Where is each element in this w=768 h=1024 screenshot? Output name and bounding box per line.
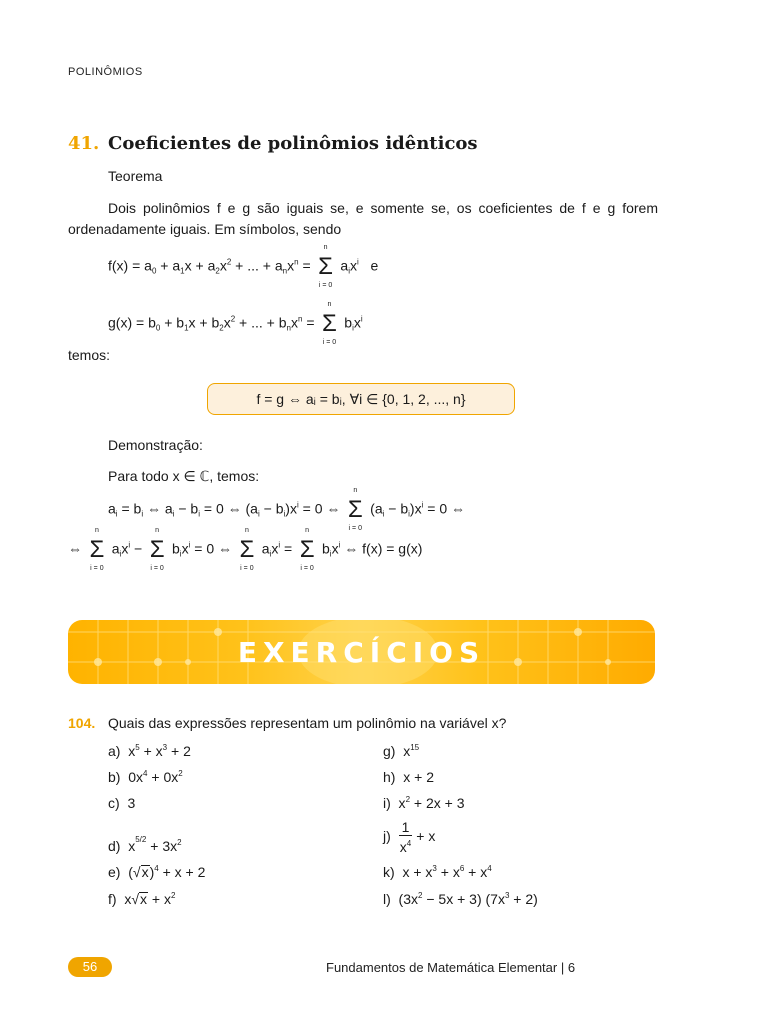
- book-title: Fundamentos de Matemática Elementar | 6: [326, 960, 576, 975]
- para-todo-line: Para todo x ∈ ℂ, temos:: [108, 468, 260, 484]
- option-a: a) $x^5 + x^3 + 2$: [108, 743, 191, 759]
- proof-line-1: $a_i = b_i$ ⇔ $a_i - b_i = 0$ ⇔ $(a_i - b_i)x^i = 0$ ⇔ Σ n i = 0 $(a_i - b_i)x^i = 0$ ⇔: [108, 487, 466, 532]
- option-f: f) $x√x + x^2$: [108, 891, 176, 907]
- formula-f-lhs: f(x) = a: [108, 257, 152, 274]
- sum-symbol: Σ n i = 0: [239, 527, 255, 572]
- sum-symbol: Σ n i = 0: [347, 487, 363, 532]
- sum-symbol: Σ n i = 0: [322, 301, 337, 346]
- option-label: f): [108, 891, 117, 907]
- option-h: [383, 769, 434, 785]
- option-b: b) $0x^4 + 0x^2$: [108, 769, 183, 785]
- option-d: d) $x^{5/2} + 3x^2$: [108, 835, 182, 854]
- option-label: e): [108, 864, 121, 880]
- demonstration-label: Demonstração:: [108, 437, 203, 453]
- theorem-statement: Dois polinômios f e g são iguais se, e somente se, os coeficientes de f e g forem ordenadamente iguais. Em símbolos, sendo: [68, 200, 658, 237]
- exercises-banner: [68, 620, 655, 684]
- option-j: j) $\frac{1}{x^4}$ + x: [383, 819, 436, 855]
- formula-g-lhs: g(x) = b: [108, 314, 156, 331]
- formula-f: $f(x) = a_0 + a_1x + a_2x^2$ + ... + $a_nx^n = \Sigma$ n i = 0 $a_ix^i$ e: [108, 244, 379, 289]
- banner-title: EXERCÍCIOS: [237, 636, 486, 669]
- option-label: h): [383, 769, 396, 785]
- option-label: b): [108, 769, 121, 785]
- boxed-formula: [207, 383, 515, 415]
- option-label: l): [383, 891, 391, 907]
- e-word: e: [370, 257, 379, 274]
- sum-symbol: Σ n i = 0: [299, 527, 315, 572]
- sum-symbol: Σ n i = 0: [149, 527, 165, 572]
- page-number: 56: [68, 957, 112, 977]
- boxed-formula-text: f = g ⇔ aᵢ = bᵢ, ∀i ∈ {0, 1, 2, ..., n}: [256, 390, 466, 407]
- formula-g: $g(x) = b_0 + b_1x + b_2x^2$ + ... + $b_nx^n = \Sigma$ n i = 0 $b_ix^i$: [108, 301, 363, 346]
- option-g: g) $x^{15}$: [383, 743, 420, 759]
- section-number: 41.: [68, 133, 100, 154]
- option-label: k): [383, 864, 395, 880]
- option-e: e) $(√x)^4 + x + 2$: [108, 864, 206, 880]
- exercise-number: 104.: [68, 715, 96, 731]
- option-c-value: 3: [127, 795, 136, 811]
- temos-label: temos:: [68, 347, 111, 363]
- exercise-question: Quais das expressões representam um polinômio na variável x?: [108, 715, 507, 731]
- proof-line-2: ⇔ Σ n i = 0 $a_ix^i - \Sigma$ n i = 0 $b_ix^i = 0$ ⇔ Σ n i = 0 $a_ix^i = \Sigma$ n i = 0 $b_ix^i$ ⇔ f(x) = g(x): [68, 527, 423, 572]
- option-k: k) $x + x^3 + x^6 + x^4$: [383, 864, 492, 880]
- option-h-value: x + 2: [403, 769, 434, 785]
- fraction: $\frac{1}{x^4}$: [399, 819, 412, 855]
- section-title: Coeficientes de polinômios idênticos: [108, 133, 478, 154]
- option-label: i): [383, 795, 391, 811]
- option-label: c): [108, 795, 120, 811]
- option-c: [108, 795, 135, 811]
- sum-symbol: Σ n i = 0: [318, 244, 333, 289]
- sum-symbol: Σ n i = 0: [89, 527, 105, 572]
- option-label: a): [108, 743, 121, 759]
- option-label: d): [108, 838, 121, 854]
- teorema-label: Teorema: [108, 168, 163, 184]
- option-label: g): [383, 743, 396, 759]
- running-head: POLINÔMIOS: [68, 66, 143, 78]
- option-l: l) $(3x^2 - 5x + 3) (7x^3 + 2)$: [383, 891, 538, 907]
- option-i: i) $x^2 + 2x + 3$: [383, 795, 465, 811]
- option-label: j): [383, 828, 391, 845]
